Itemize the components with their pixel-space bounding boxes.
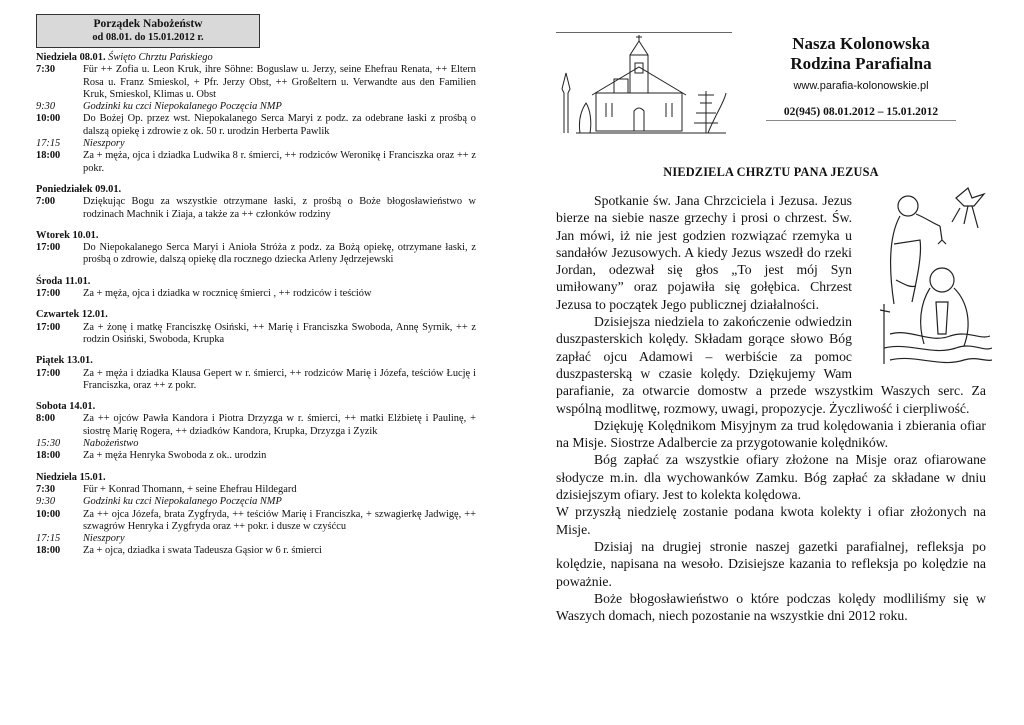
mass-intention: Za + ojca, dziadka i swata Tadeusza Gąsior w 6 r. śmierci: [83, 545, 322, 557]
mass-time: 10:00: [36, 113, 61, 125]
mass-intention: Za ++ ojców Pawła Kandora i Piotra Drzyzga w r. śmierci, ++ matki Elżbietę i Paulinę, + siostrę Marię Rogera, ++ dziadków Kandora, Krupka, Drzyzga i Zyzik: [83, 413, 476, 437]
church-illustration: [556, 32, 732, 141]
mass-time: 10:00: [36, 508, 61, 520]
mass-entry: [36, 113, 476, 138]
mass-entry: [36, 322, 476, 347]
mass-entry: [36, 533, 476, 545]
day-name: Czwartek 12.01.: [36, 309, 108, 321]
day-name: Piątek 13.01.: [36, 355, 93, 367]
day-name: Poniedziałek 09.01.: [36, 183, 122, 195]
schedule-title: Porządek Nabożeństw: [93, 18, 203, 30]
schedule-header-box: [36, 14, 260, 48]
bulletin-title-line2: Rodzina Parafialna: [790, 54, 932, 73]
mass-schedule: [36, 14, 476, 558]
mass-time: 17:00: [36, 242, 61, 254]
feast-name: Święto Chrztu Pańskiego: [108, 52, 213, 63]
schedule-day: [36, 52, 476, 175]
mass-time: 9:30: [36, 101, 56, 113]
day-name: Niedziela 08.01.: [36, 52, 106, 63]
day-heading: [36, 230, 476, 242]
bulletin-title-line1: Nasza Kolonowska: [792, 34, 930, 53]
baptism-illustration: [860, 184, 992, 370]
article-paragraph: Spotkanie św. Jana Chrzciciela i Jezusa. Jezus bierze na siebie nasze grzechy i prosi o chrzest. Św. Jan mówi, iż nie jest godzien rozwiązać rzemyka u sandałów Jezusowych. A kiedy Jezus wszedł do rzeki Jordan, odezwał się głos „To jest mój Syn umiłowany” oraz pojawiła się gołębica. Chrzest Jezusa to początek Jego publicznej działalności.: [556, 193, 852, 312]
schedule-day: [36, 401, 476, 462]
mass-intention: Godzinki ku czci Niepokalanego Poczęcia NMP: [83, 101, 282, 113]
schedule-day: [36, 276, 476, 301]
schedule-days: [36, 52, 476, 558]
mass-intention: Nieszpory: [83, 533, 125, 545]
article-paragraph: Bóg zapłać za wszystkie ofiary złożone na Misje oraz ofiarowane słodycze m.in. dla wychowanków Zamku. Bóg zapłać za składane w dniu dzisiejszym ofiary. Jest to kolekta kolędowa.: [556, 452, 986, 503]
mass-intention: Za + męża i dziadka Klausa Gepert w r. śmierci, ++ rodziców Marię i Józefa, teściów Łucję i Franciszka, oraz ++ z pokr.: [83, 367, 476, 391]
church-drawing: [556, 33, 732, 137]
parish-url[interactable]: www.parafia-kolonowskie.pl: [793, 80, 929, 92]
mass-intention: Za + męża, ojca i dziadka Ludwika 8 r. śmierci, ++ rodziców Weronikę i Franciszka oraz ++ z pokr.: [83, 150, 476, 174]
day-heading: [36, 355, 476, 367]
mass-time: 9:30: [36, 496, 56, 508]
day-heading: [36, 52, 476, 64]
mass-time: 15:30: [36, 438, 61, 450]
mass-entry: [36, 545, 476, 557]
mass-entry: [36, 368, 476, 393]
schedule-day: [36, 309, 476, 346]
mass-time: 18:00: [36, 150, 61, 162]
mass-time: 17:00: [36, 367, 61, 379]
schedule-day: [36, 230, 476, 267]
day-heading: [36, 401, 476, 413]
schedule-day: [36, 472, 476, 558]
mass-entry: [36, 509, 476, 534]
article-heading: NIEDZIELA CHRZTU PANA JEZUSA: [663, 165, 879, 179]
masthead: [556, 28, 986, 144]
mass-entry: [36, 438, 476, 450]
day-heading: [36, 472, 476, 484]
mass-time: 7:30: [36, 64, 56, 76]
mass-time: 7:30: [36, 483, 56, 495]
mass-time: 7:00: [36, 196, 56, 208]
mass-time: 18:00: [36, 450, 61, 462]
mass-intention: Dziękując Bogu za wszystkie otrzymane łaski, z prośbą o Boże błogosławieństwo w rodzinach Machnik i Ziaja, a także za ++ członków rodziny: [83, 196, 476, 220]
mass-intention: Für ++ Zofia u. Leon Kruk, ihre Söhne: Boguslaw u. Jerzy, seine Ehefrau Renata, ++ Eltern Rosa u. Franz Smieskol, + Pfr. Jerzy Obst, ++ Großeltern u. Verwandte aus den Familien Kruk, Smieskol, Klimas u. Obst: [83, 64, 476, 100]
mass-intention: Za + męża Henryka Swoboda z ok.. urodzin: [83, 450, 267, 462]
mass-time: 17:15: [36, 138, 61, 150]
article-paragraph: Dziękuję Kolędnikom Misyjnym za trud kolędowania i zbierania ofiar na Misje. Siostrze Adalbercie za przygotowanie kolędników.: [556, 417, 986, 451]
article-paragraph: Boże błogosławieństwo o które podczas kolędy modliliśmy się w Waszych domach, niech pozostanie na wszystkie dni 2012 roku.: [556, 590, 986, 624]
day-name: Środa 11.01.: [36, 275, 91, 287]
mass-intention: Nieszpory: [83, 138, 125, 150]
mass-intention: Za + męża, ojca i dziadka w rocznicę śmierci , ++ rodziców i teściów: [83, 288, 372, 300]
mass-entry: [36, 138, 476, 150]
day-name: Sobota 14.01.: [36, 401, 96, 413]
article-body: [556, 192, 986, 624]
mass-entry: [36, 101, 476, 113]
mass-time: 17:00: [36, 321, 61, 333]
article-paragraph: W przyszłą niedzielę zostanie podana kwota kolekty i ofiar złożonych na Misje.: [556, 504, 986, 537]
mass-entry: [36, 484, 476, 496]
schedule-date-range: od 08.01. do 15.01.2012 r.: [92, 32, 204, 43]
article-paragraph: Dzisiaj na drugiej stronie naszej gazetki parafialnej, refleksja po kolędzie, napisana na wesoło. Dzisiejsze kazania to refleksja po kolędzie na poważnie.: [556, 538, 986, 589]
day-name: Niedziela 15.01.: [36, 471, 106, 483]
day-heading: [36, 184, 476, 196]
mass-intention: Für + Konrad Thomann, + seine Ehefrau Hildegard: [83, 483, 297, 495]
day-name: Wtorek 10.01.: [36, 229, 99, 241]
title-block: [766, 34, 956, 121]
mass-entry: [36, 196, 476, 221]
schedule-day: [36, 355, 476, 392]
baptism-drawing: [860, 184, 992, 370]
mass-intention: Godzinki ku czci Niepokalanego Poczęcia NMP: [83, 496, 282, 508]
bulletin-front: [556, 28, 986, 624]
mass-time: 17:15: [36, 533, 61, 545]
mass-intention: Za ++ ojca Józefa, brata Zygfryda, ++ teściów Marię i Franciszka, + szwagierkę Jadwigę, ++ szwagrów Henryka i Zygfryda oraz ++ pokr. i dusze w czyśćcu: [83, 508, 476, 532]
mass-entry: [36, 413, 476, 438]
mass-time: 8:00: [36, 413, 56, 425]
issue-number: 02(945) 08.01.2012 – 15.01.2012: [766, 106, 956, 121]
mass-intention: Nabożeństwo: [83, 438, 139, 450]
mass-entry: [36, 150, 476, 175]
day-heading: [36, 276, 476, 288]
day-heading: [36, 309, 476, 321]
mass-entry: [36, 496, 476, 508]
mass-entry: [36, 450, 476, 462]
mass-entry: [36, 288, 476, 300]
mass-entry: [36, 64, 476, 101]
mass-intention: Do Niepokalanego Serca Maryi i Anioła Stróża z podz. za Bożą opiekę, otrzymane łaski, z prośbą o zdrowie, dalszą opiekę dla rocznego dziecka Arleny Jędrzejewski: [83, 242, 476, 266]
mass-intention: Za + żonę i matkę Franciszkę Osiński, ++ Marię i Franciszka Swoboda, Annę Syrnik, ++ z rodzin Osiński, Swoboda, Krupka: [83, 321, 476, 345]
mass-entry: [36, 242, 476, 267]
schedule-day: [36, 184, 476, 221]
mass-time: 18:00: [36, 545, 61, 557]
mass-time: 17:00: [36, 288, 61, 300]
article-paragraph: Dzisiejsza niedziela to zakończenie odwiedzin duszpasterskich kolędy. Składam gorące słowo Bóg zapłać ojcu Adamowi – werbiście za pomoc duszpasterską w czasie kolędy. Dziękujemy Wam parafianie, za otwarcie domostw a przede wszystkim Waszych serc. Za wspólną modlitwę, rozmowy, uwagi, propozycje. Życzliwość i cierpliwość.: [556, 314, 986, 416]
mass-intention: Do Bożej Op. przez wst. Niepokalanego Serca Maryi z podz. za odebrane łaski z prośbą o dalszą opiekę i zdrowie z ok. 50 r. urodzin Herberta Pawlik: [83, 113, 476, 137]
